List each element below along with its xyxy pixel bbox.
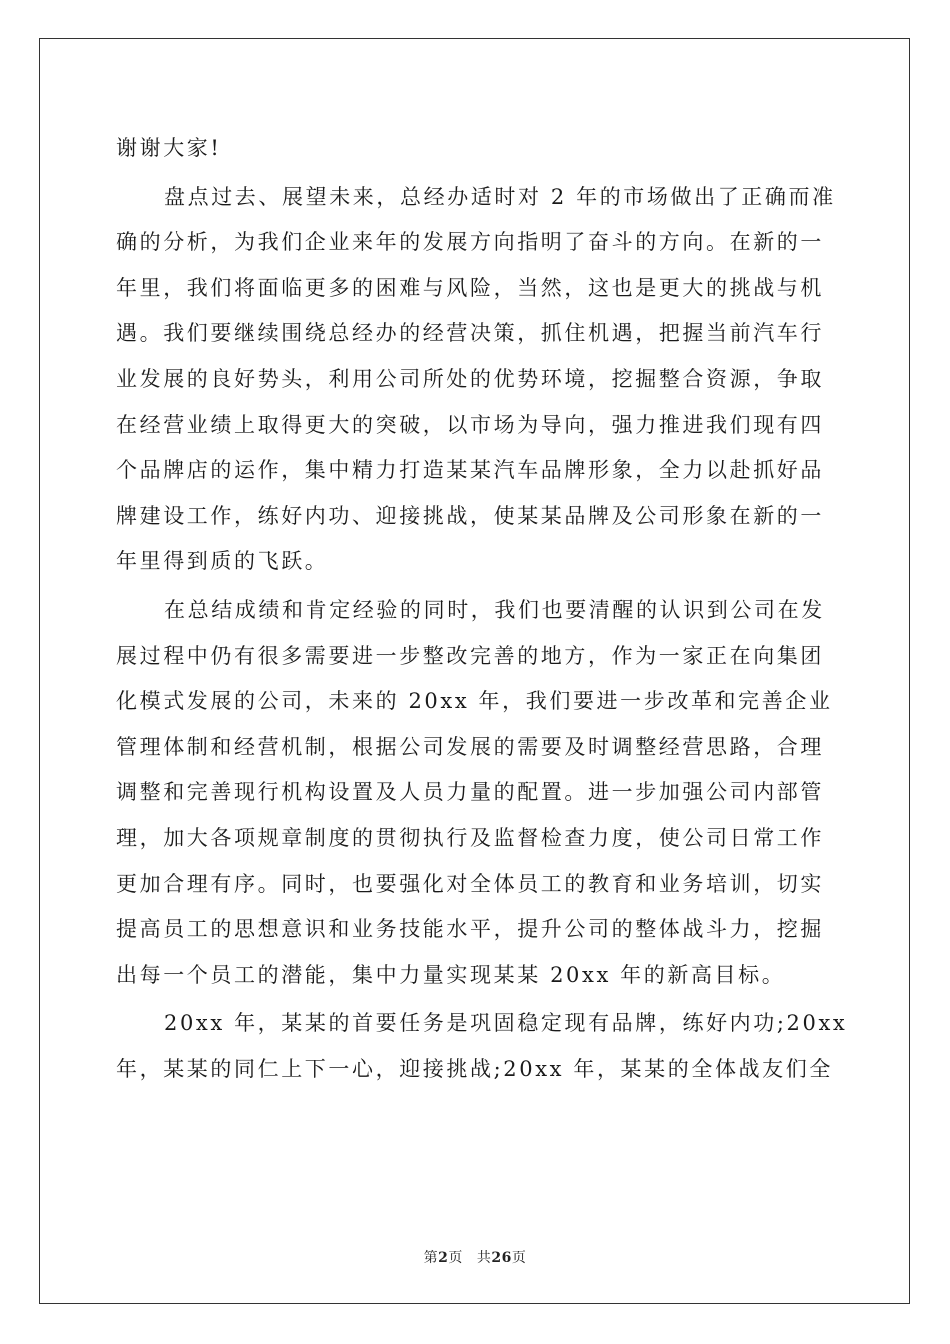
text-line: 盘点过去、展望未来，总经办适时对 2 年的市场做出了正确而准 bbox=[164, 184, 836, 209]
text-line: 年里得到质的飞跃。 bbox=[116, 549, 329, 574]
text-line: 在经营业绩上取得更大的突破，以市场为导向，强力推进我们现有四 bbox=[116, 412, 824, 437]
page-unit: 页 bbox=[448, 1250, 463, 1266]
text-line: 出每一个员工的潜能，集中力量实现某某 20xx 年的新高目标。 bbox=[116, 962, 786, 987]
text-line: 在总结成绩和肯定经验的同时，我们也要清醒的认识到公司在发 bbox=[164, 597, 825, 622]
total-page-count: 26 bbox=[491, 1250, 512, 1266]
current-page-number: 2 bbox=[438, 1250, 449, 1266]
text-line: 业发展的良好势头，利用公司所处的优势环境，挖掘整合资源，争取 bbox=[116, 366, 824, 391]
text-line: 遇。我们要继续围绕总经办的经营决策，抓住机遇，把握当前汽车行 bbox=[116, 321, 824, 346]
page-footer bbox=[0, 1247, 950, 1267]
text-line: 年，某某的同仁上下一心，迎接挑战;20xx 年，某某的全体战友们全 bbox=[116, 1056, 833, 1081]
text-line: 牌建设工作，练好内功、迎接挑战，使某某品牌及公司形象在新的一 bbox=[116, 503, 824, 528]
text-line: 调整和完善现行机构设置及人员力量的配置。进一步加强公司内部管 bbox=[116, 780, 824, 805]
text-line: 个品牌店的运作，集中精力打造某某汽车品牌形象，全力以赴抓好品 bbox=[116, 458, 824, 483]
document-body bbox=[116, 126, 848, 1092]
text-line: 化模式发展的公司，未来的 20xx 年，我们要进一步改革和完善企业 bbox=[116, 689, 833, 714]
total-prefix: 共 bbox=[476, 1250, 492, 1266]
text-line: 谢谢大家! bbox=[116, 136, 222, 160]
text-line: 更加合理有序。同时，也要强化对全体员工的教育和业务培训，切实 bbox=[116, 871, 824, 896]
text-line: 展过程中仍有很多需要进一步整改完善的地方，作为一家正在向集团 bbox=[116, 643, 824, 668]
text-line: 20xx 年，某某的首要任务是巩固稳定现有品牌，练好内功;20xx bbox=[164, 1011, 848, 1036]
total-unit: 页 bbox=[511, 1250, 527, 1266]
text-line: 年里，我们将面临更多的困难与风险，当然，这也是更大的挑战与机 bbox=[116, 275, 824, 300]
text-line: 管理体制和经营机制，根据公司发展的需要及时调整经营思路，合理 bbox=[116, 734, 824, 759]
text-line: 提高员工的思想意识和业务技能水平，提升公司的整体战斗力，挖掘 bbox=[116, 917, 824, 942]
text-line: 确的分析，为我们企业来年的发展方向指明了奋斗的方向。在新的一 bbox=[116, 230, 824, 255]
page-prefix: 第 bbox=[423, 1250, 439, 1266]
text-line: 理，加大各项规章制度的贯彻执行及监督检查力度，使公司日常工作 bbox=[116, 825, 824, 850]
